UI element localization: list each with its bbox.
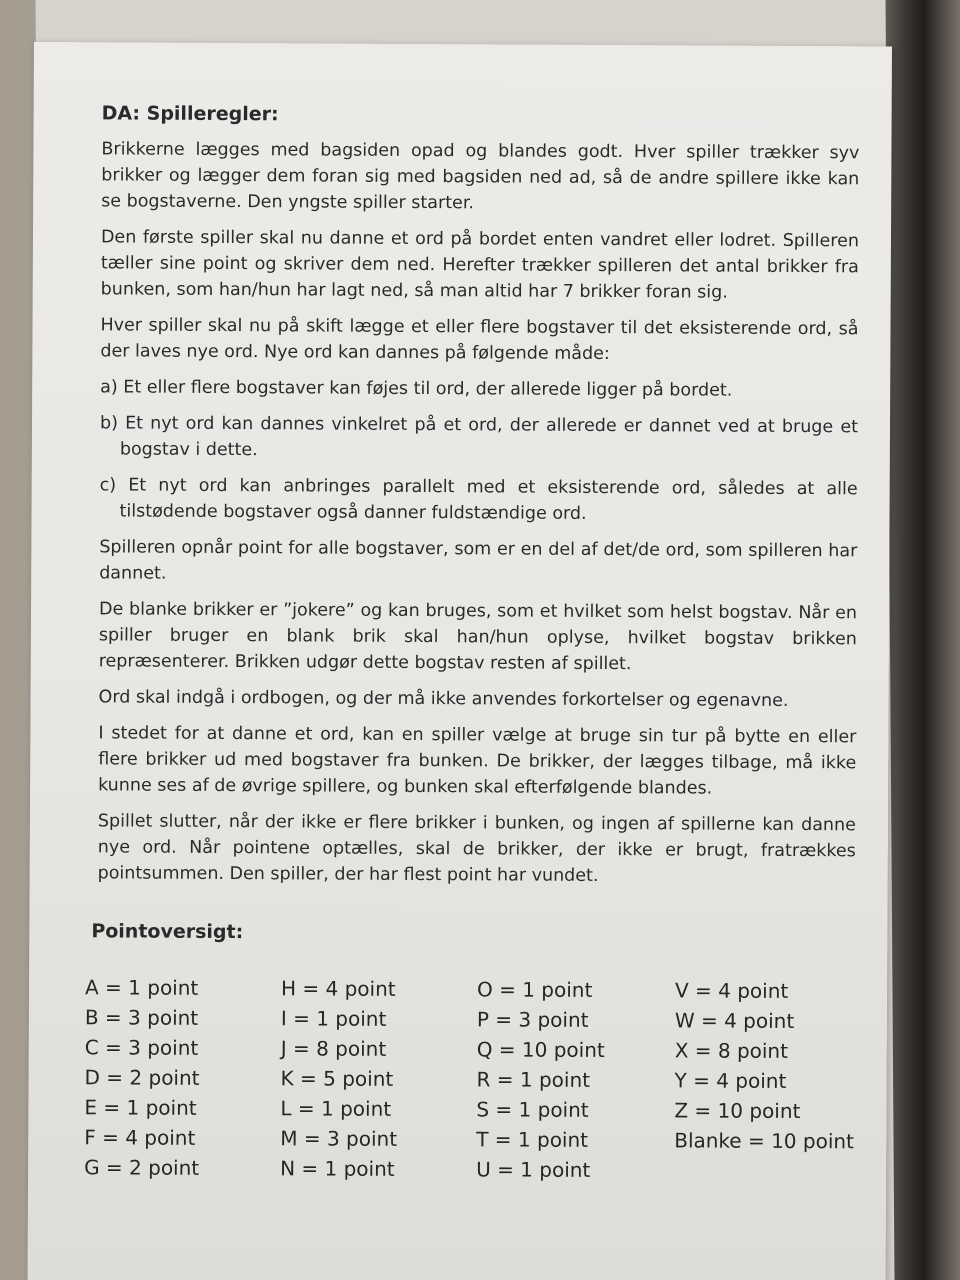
points-column-2 (280, 973, 477, 1184)
paragraph-turns: Hver spiller skal nu på skift lægge et eller flere bogstaver til det eksisterende ord, så der laves nye ord. Nye ord kan dannes på følgende måde: (100, 315, 859, 365)
paragraph-end: Spillet slutter, når der ikke er flere brikker i bunken, og ingen af spillerne kan danne nye ord. Når pointene optælles, skal de brikker, der ikke er brugt, fratrækkes pointsummen. Den spiller, der har flest point har vundet. (97, 811, 856, 886)
rule-item-a: a) Et eller flere bogstaver kan føjes til ord, der allerede ligger på bordet. (100, 377, 733, 401)
rules-content (84, 102, 860, 1186)
points-entry: E = 1 point (84, 1095, 197, 1120)
points-entry: A = 1 point (84, 975, 199, 1000)
paragraph-dictionary: Ord skal indgå i ordbogen, og der må ikke anvendes forkortelser og egenavne. (98, 687, 789, 711)
paragraph-exchange: I stedet for at danne et ord, kan en spiller vælge at bruge sin tur på bytte en eller flere brikker ud med bogstaver fra bunken. De brikker, der lægges tilbage, må ikke kunne ses af de øvrige spillere, og bunken skal efterfølgende blandes. (98, 723, 857, 799)
points-entry: S = 1 point (476, 1097, 589, 1122)
points-column-3 (476, 974, 675, 1185)
points-entry: C = 3 point (84, 1035, 199, 1060)
points-entry: W = 4 point (674, 1008, 795, 1033)
points-entry: J = 8 point (280, 1036, 387, 1061)
points-column-4 (674, 975, 875, 1186)
points-entry: D = 2 point (84, 1065, 200, 1090)
points-entry: F = 4 point (84, 1125, 196, 1150)
points-entry: Z = 10 point (674, 1098, 801, 1124)
rules-heading: DA: Spilleregler: (101, 102, 279, 126)
paragraph-scoring: Spilleren opnår point for alle bogstaver, som er en del af det/de ord, som spilleren har dannet. (99, 537, 858, 584)
points-entry: N = 1 point (280, 1156, 395, 1181)
points-column-1 (84, 972, 281, 1183)
points-table (84, 972, 855, 1186)
points-entry: Q = 10 point (476, 1037, 605, 1063)
paragraph-first-player: Den første spiller skal nu danne et ord på bordet enten vandret eller lodret. Spilleren tæller sine point og skriver dem ned. Herefter trækker spilleren det antal brikker fra bunken, som han/hun har lagt ned, så man altid har 7 brikker foran sig. (100, 227, 860, 303)
points-entry: B = 3 point (84, 1005, 199, 1030)
points-entry: X = 8 point (674, 1038, 789, 1063)
points-entry: K = 5 point (280, 1066, 394, 1091)
points-entry: R = 1 point (476, 1067, 591, 1092)
points-entry: O = 1 point (476, 977, 593, 1002)
points-heading: Pointoversigt: (91, 920, 244, 944)
points-entry: Blanke = 10 point (674, 1128, 854, 1154)
points-entry: U = 1 point (476, 1157, 591, 1182)
points-entry: L = 1 point (280, 1096, 392, 1121)
points-entry: Y = 4 point (674, 1068, 787, 1093)
paragraph-blanks: De blanke brikker er ”jokere” og kan bruges, som et hvilket som helst bogstav. Når en spiller bruger en blank brik skal han/hun oplyse, hvilket bogstav brikken repræsenterer. Brikken udgør dette bogstav resten af spillet. (98, 599, 858, 675)
points-entry: T = 1 point (476, 1127, 589, 1152)
rule-item-b: b) Et nyt ord kan dannes vinkelret på et ord, der allerede er dannet ved at bruge et bogstav i dette. (99, 413, 859, 461)
points-entry: I = 1 point (280, 1006, 387, 1031)
points-entry: V = 4 point (674, 978, 789, 1003)
paragraph-setup: Brikkerne lægges med bagsiden opad og blandes godt. Hver spiller trækker syv brikker og lægger dem foran sig med bagsiden ned ad, så de andre spillere ikke kan se bogstaverne. Den yngste spiller starter. (101, 139, 860, 214)
points-entry: G = 2 point (84, 1155, 200, 1180)
rules-sheet (27, 42, 892, 1280)
points-entry: P = 3 point (476, 1007, 589, 1032)
points-entry: H = 4 point (280, 976, 396, 1001)
points-entry: M = 3 point (280, 1126, 398, 1151)
rule-item-c: c) Et nyt ord kan anbringes parallelt med et eksisterende ord, således at alle tilstødende bogstaver også danner fuldstændige ord. (99, 475, 858, 524)
